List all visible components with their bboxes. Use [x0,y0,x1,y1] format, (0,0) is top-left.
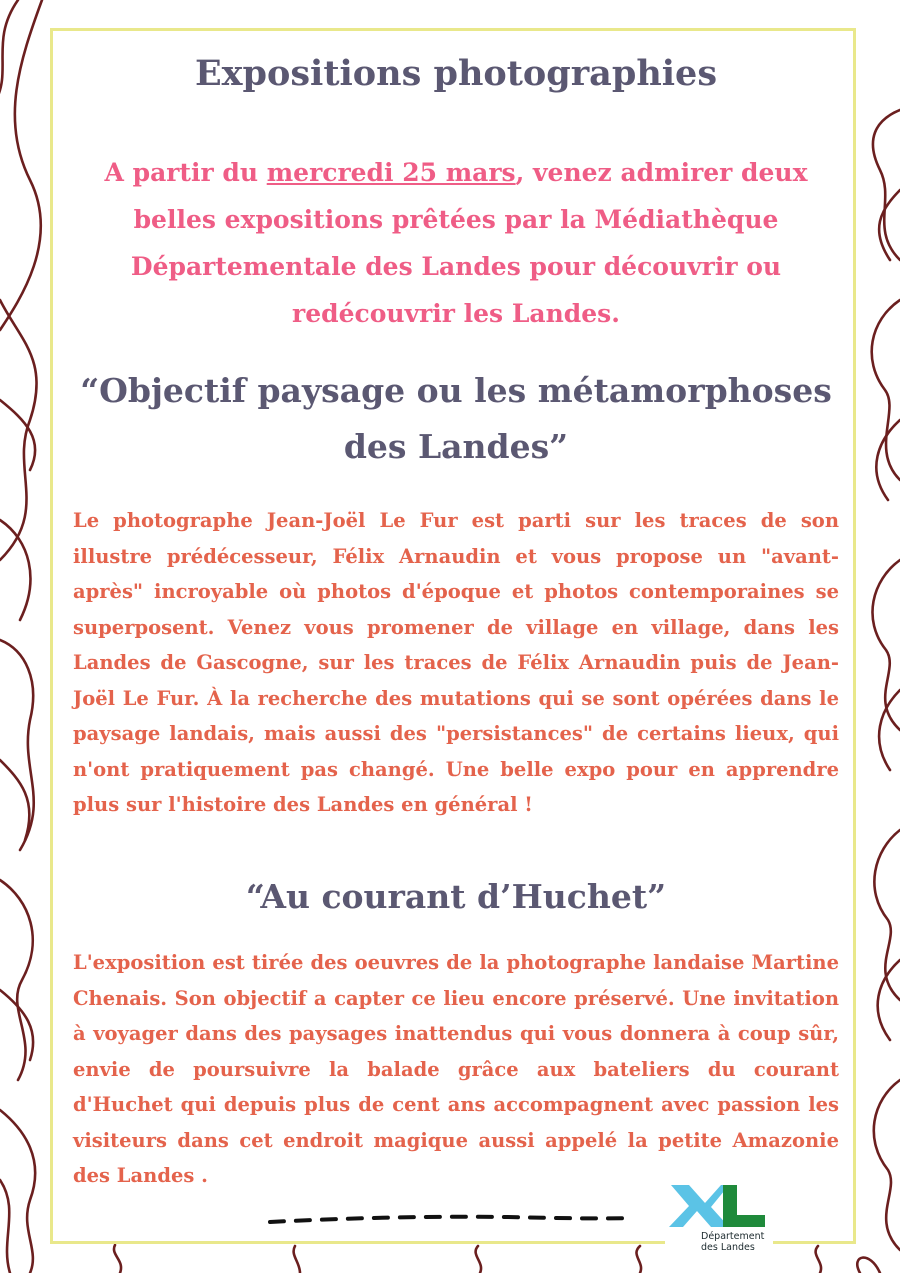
intro-text-after: , venez admirer deux belles expositions prêtées par la Médiathèque Départementale des Landes pour découvrir ou redécouvrir les Landes. [130,158,808,328]
intro-text-before: A partir du [104,158,267,187]
logo-caption [701,1231,764,1253]
exposition-2-description: L'exposition est tirée des oeuvres de la photographe landaise Martine Chenais. Son objectif a capter ce lieu encore préservé. Une invitation à voyager dans des paysages inattendus qui vous donnera à coup sûr, envie de poursuivre la balade grâce aux bateliers du courant d'Huchet qui depuis plus de cent ans accompagnent avec passion les visiteurs dans cet endroit magique aussi appelé la petite Amazonie des Landes . [73,951,839,1187]
exposition-2-title: “Au courant d’Huchet” [245,877,667,916]
xl-logo-mark [665,1181,773,1231]
page-title: Expositions photographies [194,53,718,94]
dashed-divider [268,1208,638,1228]
poster-card [50,28,856,1253]
intro-paragraph [93,149,819,337]
exposition-1-title: “Objectif paysage ou les métamorphoses des Landes” [80,371,832,466]
intro-date: mercredi 25 mars [266,158,516,187]
exposition-1-description: Le photographe Jean-Joël Le Fur est parti sur les traces de son illustre prédécesseur, Félix Arnaudin et vous propose un "avant-après" incroyable où photos d'époque et photos contemporaines se superposent. Venez vous promener de village en village, dans les Landes de Gascogne, sur les traces de Félix Arnaudin puis de Jean-Joël Le Fur. À la recherche des mutations qui se sont opérées dans le paysage landais, mais aussi des "persistances" de certains lieux, qui n'ont pratiquement pas changé. Une belle expo pour en apprendre plus sur l'histoire des Landes en général ! [73,509,839,816]
logo-line-2: des Landes [701,1242,755,1253]
departement-des-landes-logo [665,1181,773,1251]
logo-line-1: Département [701,1231,765,1242]
